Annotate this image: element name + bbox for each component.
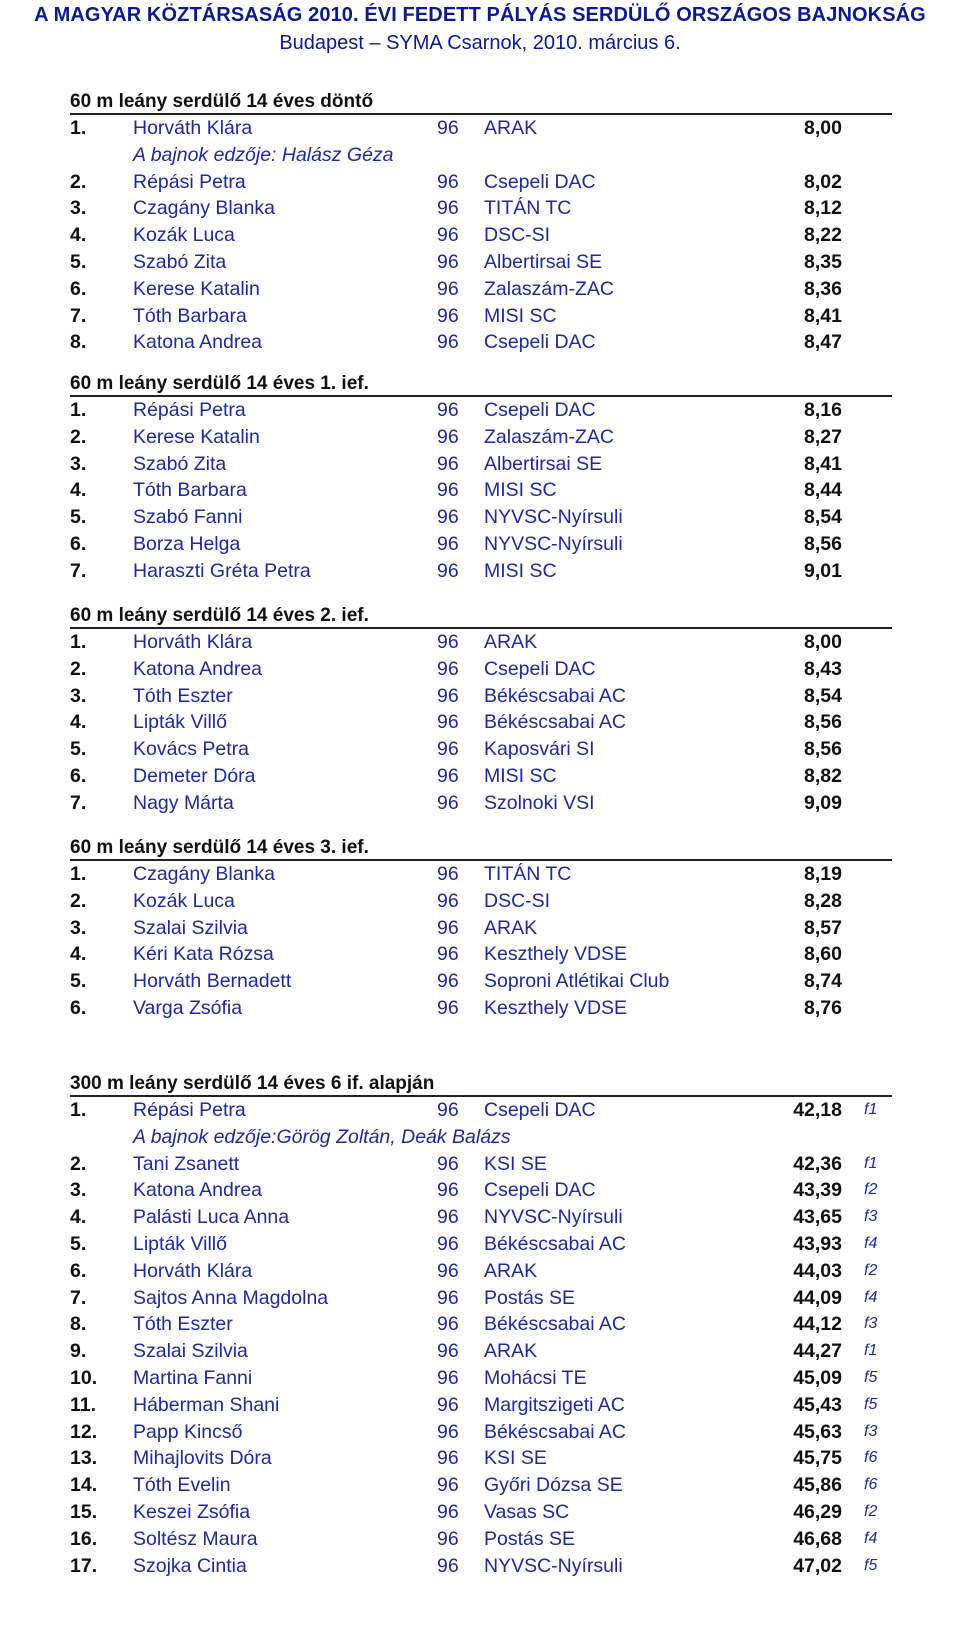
club-name: Csepeli DAC — [484, 170, 596, 193]
club-name: Soproni Atlétikai Club — [484, 970, 670, 993]
athlete-name: Borza Helga — [133, 533, 241, 555]
athlete-name: Demeter Dóra — [133, 765, 256, 787]
birth-year: 96 — [437, 997, 459, 1019]
result-row — [0, 1311, 960, 1338]
rank-cell: 3. — [70, 684, 87, 707]
athlete-name: Szabó Fanni — [133, 506, 243, 529]
result-row — [0, 1258, 960, 1285]
birth-year: 96 — [437, 425, 459, 448]
birth-year: 96 — [437, 970, 459, 993]
section-title: 60 m leány serdülő 14 éves 2. ief. — [70, 603, 892, 629]
result-row — [0, 629, 960, 656]
heat-label: f5 — [864, 1369, 878, 1386]
rank-cell: 5. — [70, 738, 87, 761]
club-name: ARAK — [484, 916, 538, 939]
heat-label: f1 — [864, 1342, 878, 1360]
result-row — [0, 861, 960, 888]
athlete-name: Tóth Eszter — [133, 684, 233, 707]
birth-year: 96 — [437, 1501, 459, 1523]
athlete-name: Tóth Evelin — [133, 1474, 231, 1497]
rank-cell: 10. — [70, 1367, 98, 1389]
club-name: MISI SC — [484, 304, 557, 327]
birth-year: 96 — [437, 631, 459, 653]
club-name: NYVSC-Nyírsuli — [484, 1554, 623, 1577]
birth-year: 96 — [437, 331, 459, 354]
birth-year: 96 — [437, 916, 459, 939]
club-name: TITÁN TC — [484, 863, 572, 885]
athlete-name: Kerese Katalin — [133, 425, 260, 448]
heat-label: f6 — [864, 1476, 878, 1494]
club-name: KSI SE — [484, 1152, 547, 1175]
club-name: MISI SC — [484, 479, 557, 502]
birth-year: 96 — [437, 304, 459, 327]
result-time: 47,02 — [793, 1554, 842, 1577]
birth-year: 96 — [437, 1233, 459, 1255]
result-row — [0, 790, 960, 817]
rank-cell: 2. — [70, 1152, 87, 1175]
club-name: NYVSC-Nyírsuli — [484, 1206, 623, 1229]
club-name: Szolnoki VSI — [484, 791, 595, 814]
birth-year: 96 — [437, 1152, 459, 1175]
result-time: 44,09 — [793, 1286, 842, 1309]
rank-cell: 1. — [70, 863, 87, 885]
heat-label: f1 — [864, 1101, 878, 1118]
result-row — [0, 1285, 960, 1312]
result-time: 8,56 — [804, 738, 842, 761]
result-time: 8,19 — [804, 863, 842, 885]
birth-year: 96 — [437, 1313, 459, 1336]
result-time: 8,43 — [804, 657, 842, 680]
birth-year: 96 — [437, 765, 459, 787]
result-time: 44,12 — [793, 1313, 842, 1336]
result-time: 9,01 — [804, 559, 842, 582]
result-row — [0, 303, 960, 330]
heat-label: f4 — [864, 1529, 878, 1547]
club-name: Keszthely VDSE — [484, 997, 628, 1019]
club-name: Zalaszám-ZAC — [484, 277, 615, 300]
rank-cell: 6. — [70, 533, 87, 555]
result-row — [0, 1365, 960, 1392]
athlete-name: Martina Fanni — [133, 1367, 253, 1389]
club-name: Békéscsabai AC — [484, 1313, 626, 1336]
result-time: 8,60 — [804, 943, 842, 966]
athlete-name: Mihajlovits Dóra — [133, 1447, 272, 1470]
club-name: ARAK — [484, 117, 538, 139]
heat-label: f4 — [864, 1288, 878, 1306]
club-name: Mohácsi TE — [484, 1367, 587, 1389]
athlete-name: Keszei Zsófia — [133, 1501, 251, 1523]
section-title: 60 m leány serdülő 14 éves 3. ief. — [70, 835, 892, 861]
result-row — [0, 1151, 960, 1178]
birth-year: 96 — [437, 684, 459, 707]
club-name: TITÁN TC — [484, 197, 572, 220]
rank-cell: 2. — [70, 425, 87, 448]
club-name: ARAK — [484, 1340, 538, 1363]
athlete-name: Tóth Eszter — [133, 1313, 233, 1336]
club-name: Margitszigeti AC — [484, 1393, 625, 1416]
athlete-name: Katona Andrea — [133, 331, 263, 354]
result-row — [0, 1445, 960, 1472]
result-row — [0, 1204, 960, 1231]
athlete-name: Lipták Villő — [133, 711, 227, 734]
rank-cell: 7. — [70, 559, 87, 582]
result-row — [0, 477, 960, 504]
club-name: Albertirsai SE — [484, 452, 603, 475]
birth-year: 96 — [437, 1259, 459, 1282]
result-row — [0, 531, 960, 558]
result-time: 8,54 — [804, 506, 842, 529]
heat-label: f2 — [864, 1261, 878, 1279]
result-time: 9,09 — [804, 791, 842, 814]
result-row — [0, 1419, 960, 1446]
rank-cell: 5. — [70, 1233, 87, 1255]
section-title: 300 m leány serdülő 14 éves 6 if. alapján — [70, 1071, 892, 1097]
birth-year: 96 — [437, 533, 459, 555]
result-time: 42,36 — [793, 1152, 842, 1175]
result-time: 8,28 — [804, 889, 842, 912]
birth-year: 96 — [437, 1527, 459, 1550]
rank-cell: 1. — [70, 117, 87, 139]
result-row — [0, 504, 960, 531]
club-name: NYVSC-Nyírsuli — [484, 533, 623, 555]
athlete-name: Horváth Klára — [133, 117, 253, 139]
rank-cell: 1. — [70, 399, 87, 421]
result-time: 8,82 — [804, 765, 842, 787]
club-name: Békéscsabai AC — [484, 1233, 626, 1255]
rank-cell: 3. — [70, 1179, 87, 1202]
result-row — [0, 888, 960, 915]
result-time: 45,86 — [793, 1474, 842, 1497]
birth-year: 96 — [437, 1367, 459, 1389]
result-time: 45,43 — [793, 1393, 842, 1416]
birth-year: 96 — [437, 711, 459, 734]
rank-cell: 16. — [70, 1527, 98, 1550]
birth-year: 96 — [437, 506, 459, 529]
result-row — [0, 195, 960, 222]
club-name: Vasas SC — [484, 1501, 570, 1523]
document-subtitle: Budapest – SYMA Csarnok, 2010. március 6. — [279, 32, 681, 54]
athlete-name: Palásti Luca Anna — [133, 1206, 290, 1229]
birth-year: 96 — [437, 224, 459, 247]
rank-cell: 6. — [70, 1259, 87, 1282]
athlete-name: Kovács Petra — [133, 738, 249, 761]
result-row — [0, 1338, 960, 1365]
coach-note: A bajnok edzője:Görög Zoltán, Deák Balázs — [133, 1125, 511, 1148]
club-name: ARAK — [484, 1259, 538, 1282]
birth-year: 96 — [437, 197, 459, 220]
rank-cell: 4. — [70, 224, 87, 247]
result-row — [0, 709, 960, 736]
result-time: 8,00 — [804, 631, 842, 653]
birth-year: 96 — [437, 1447, 459, 1470]
athlete-name: Horváth Bernadett — [133, 970, 292, 993]
rank-cell: 4. — [70, 479, 87, 502]
athlete-name: Háberman Shani — [133, 1393, 280, 1416]
rank-cell: 1. — [70, 1099, 87, 1121]
club-name: Békéscsabai AC — [484, 711, 626, 734]
club-name: KSI SE — [484, 1447, 547, 1470]
heat-label: f2 — [864, 1181, 878, 1199]
athlete-name: Katona Andrea — [133, 657, 263, 680]
rank-cell: 4. — [70, 1206, 87, 1229]
birth-year: 96 — [437, 277, 459, 300]
rank-cell: 7. — [70, 304, 87, 327]
birth-year: 96 — [437, 117, 459, 139]
birth-year: 96 — [437, 1286, 459, 1309]
birth-year: 96 — [437, 738, 459, 761]
result-time: 8,56 — [804, 711, 842, 734]
result-row — [0, 115, 960, 142]
birth-year: 96 — [437, 791, 459, 814]
athlete-name: Horváth Klára — [133, 1259, 253, 1282]
result-row — [0, 169, 960, 196]
rank-cell: 6. — [70, 277, 87, 300]
club-name: Keszthely VDSE — [484, 943, 628, 966]
rank-cell: 1. — [70, 631, 87, 653]
rank-cell: 2. — [70, 657, 87, 680]
rank-cell: 6. — [70, 765, 87, 787]
club-name: Zalaszám-ZAC — [484, 425, 615, 448]
result-time: 45,63 — [793, 1420, 842, 1443]
club-name: Békéscsabai AC — [484, 684, 626, 707]
result-time: 45,75 — [793, 1447, 842, 1470]
result-row — [0, 329, 960, 356]
heat-label: f4 — [864, 1235, 878, 1252]
result-time: 8,41 — [804, 452, 842, 475]
birth-year: 96 — [437, 863, 459, 885]
athlete-name: Sajtos Anna Magdolna — [133, 1286, 329, 1309]
result-time: 42,18 — [793, 1099, 842, 1121]
result-row — [0, 736, 960, 763]
rank-cell: 6. — [70, 997, 87, 1019]
result-row — [0, 683, 960, 710]
result-time: 8,02 — [804, 170, 842, 193]
rank-cell: 3. — [70, 452, 87, 475]
athlete-name: Horváth Klára — [133, 631, 253, 653]
club-name: Csepeli DAC — [484, 1179, 596, 1202]
rank-cell: 5. — [70, 251, 87, 273]
athlete-name: Kozák Luca — [133, 889, 235, 912]
result-time: 46,29 — [793, 1501, 842, 1523]
heat-label: f3 — [864, 1208, 878, 1226]
result-time: 45,09 — [793, 1367, 842, 1389]
athlete-name: Répási Petra — [133, 170, 246, 193]
result-time: 44,27 — [793, 1340, 842, 1363]
athlete-name: Lipták Villő — [133, 1233, 227, 1255]
rank-cell: 4. — [70, 711, 87, 734]
athlete-name: Katona Andrea — [133, 1179, 263, 1202]
club-name: MISI SC — [484, 559, 557, 582]
result-row — [0, 763, 960, 790]
result-time: 8,00 — [804, 117, 842, 139]
athlete-name: Szojka Cintia — [133, 1554, 247, 1577]
club-name: DSC-SI — [484, 889, 551, 912]
coach-note: A bajnok edzője: Halász Géza — [133, 143, 394, 166]
result-row — [0, 968, 960, 995]
club-name: Csepeli DAC — [484, 657, 596, 680]
birth-year: 96 — [437, 170, 459, 193]
club-name: Csepeli DAC — [484, 399, 596, 421]
birth-year: 96 — [437, 1554, 459, 1577]
result-row — [0, 1499, 960, 1526]
result-row — [0, 1231, 960, 1258]
athlete-name: Kozák Luca — [133, 224, 235, 247]
result-time: 8,27 — [804, 425, 842, 448]
rank-cell: 8. — [70, 331, 87, 354]
athlete-name: Kéri Kata Rózsa — [133, 943, 274, 966]
result-time: 8,22 — [804, 224, 842, 247]
athlete-name: Répási Petra — [133, 399, 246, 421]
result-time: 8,57 — [804, 916, 842, 939]
heat-label: f6 — [864, 1449, 878, 1467]
result-row — [0, 1472, 960, 1499]
heat-label: f1 — [864, 1154, 878, 1172]
birth-year: 96 — [437, 559, 459, 582]
result-row — [0, 1097, 960, 1124]
result-time: 8,54 — [804, 684, 842, 707]
result-row — [0, 1392, 960, 1419]
result-time: 44,03 — [793, 1259, 842, 1282]
athlete-name: Tóth Barbara — [133, 304, 247, 327]
rank-cell: 2. — [70, 889, 87, 912]
result-time: 43,39 — [793, 1179, 842, 1202]
result-time: 46,68 — [793, 1527, 842, 1550]
result-time: 8,41 — [804, 304, 842, 327]
athlete-name: Czagány Blanka — [133, 863, 276, 885]
result-row — [0, 222, 960, 249]
rank-cell: 2. — [70, 170, 87, 193]
athlete-name: Szabó Zita — [133, 452, 227, 475]
rank-cell: 8. — [70, 1313, 87, 1336]
rank-cell: 7. — [70, 1286, 87, 1309]
athlete-name: Tóth Barbara — [133, 479, 247, 502]
rank-cell: 12. — [70, 1420, 98, 1443]
birth-year: 96 — [437, 657, 459, 680]
club-name: Albertirsai SE — [484, 251, 603, 273]
athlete-name: Nagy Márta — [133, 791, 234, 814]
birth-year: 96 — [437, 251, 459, 273]
heat-label: f5 — [864, 1395, 878, 1413]
heat-label: f3 — [864, 1422, 878, 1440]
club-name: Békéscsabai AC — [484, 1420, 626, 1443]
rank-cell: 13. — [70, 1447, 98, 1470]
result-row — [0, 941, 960, 968]
rank-cell: 9. — [70, 1340, 87, 1363]
club-name: ARAK — [484, 631, 538, 653]
section-title: 60 m leány serdülő 14 éves 1. ief. — [70, 371, 892, 397]
club-name: Kaposvári SI — [484, 738, 595, 761]
birth-year: 96 — [437, 479, 459, 502]
result-time: 43,65 — [793, 1206, 842, 1229]
athlete-name: Répási Petra — [133, 1099, 246, 1121]
athlete-name: Szalai Szilvia — [133, 916, 248, 939]
rank-cell: 5. — [70, 970, 87, 993]
rank-cell: 3. — [70, 197, 87, 220]
result-row — [0, 558, 960, 585]
club-name: MISI SC — [484, 765, 557, 787]
result-row — [0, 995, 960, 1022]
result-row — [0, 915, 960, 942]
athlete-name: Papp Kincső — [133, 1420, 243, 1443]
athlete-name: Haraszti Gréta Petra — [133, 559, 311, 582]
rank-cell: 7. — [70, 791, 87, 814]
birth-year: 96 — [437, 399, 459, 421]
club-name: Postás SE — [484, 1286, 576, 1309]
result-row — [0, 276, 960, 303]
rank-cell: 5. — [70, 506, 87, 529]
athlete-name: Kerese Katalin — [133, 277, 260, 300]
rank-cell: 14. — [70, 1474, 98, 1497]
result-time: 8,12 — [804, 197, 842, 220]
document-title: A MAGYAR KÖZTÁRSASÁG 2010. ÉVI FEDETT PÁLYÁS SERDÜLŐ ORSZÁGOS BAJNOKSÁG — [34, 4, 926, 26]
result-row — [0, 1177, 960, 1204]
rank-cell: 17. — [70, 1554, 98, 1577]
result-row — [0, 424, 960, 451]
result-row — [0, 249, 960, 276]
result-time: 8,74 — [804, 970, 842, 993]
result-time: 8,44 — [804, 479, 842, 502]
rank-cell: 4. — [70, 943, 87, 966]
result-time: 43,93 — [793, 1233, 842, 1255]
result-time: 8,56 — [804, 533, 842, 555]
club-name: Postás SE — [484, 1527, 576, 1550]
birth-year: 96 — [437, 943, 459, 966]
rank-cell: 11. — [70, 1393, 97, 1416]
athlete-name: Tani Zsanett — [133, 1152, 240, 1175]
athlete-name: Soltész Maura — [133, 1527, 258, 1550]
birth-year: 96 — [437, 1340, 459, 1363]
result-time: 8,16 — [804, 399, 842, 421]
athlete-name: Varga Zsófia — [133, 997, 243, 1019]
birth-year: 96 — [437, 1474, 459, 1497]
birth-year: 96 — [437, 889, 459, 912]
birth-year: 96 — [437, 1420, 459, 1443]
birth-year: 96 — [437, 1393, 459, 1416]
result-row — [0, 397, 960, 424]
result-row — [0, 451, 960, 478]
result-row — [0, 1553, 960, 1580]
club-name: Győri Dózsa SE — [484, 1474, 623, 1497]
athlete-name: Szabó Zita — [133, 251, 227, 273]
result-row — [0, 656, 960, 683]
rank-cell: 3. — [70, 916, 87, 939]
heat-label: f3 — [864, 1315, 878, 1333]
section-title: 60 m leány serdülő 14 éves döntő — [70, 89, 892, 115]
club-name: NYVSC-Nyírsuli — [484, 506, 623, 529]
athlete-name: Szalai Szilvia — [133, 1340, 248, 1363]
result-time: 8,35 — [804, 251, 842, 273]
athlete-name: Czagány Blanka — [133, 197, 276, 220]
birth-year: 96 — [437, 1206, 459, 1229]
result-time: 8,47 — [804, 331, 842, 354]
result-time: 8,76 — [804, 997, 842, 1019]
club-name: Csepeli DAC — [484, 331, 596, 354]
birth-year: 96 — [437, 1179, 459, 1202]
heat-label: f5 — [864, 1556, 878, 1574]
heat-label: f2 — [864, 1503, 878, 1520]
club-name: Csepeli DAC — [484, 1099, 596, 1121]
result-time: 8,36 — [804, 277, 842, 300]
rank-cell: 15. — [70, 1501, 98, 1523]
club-name: DSC-SI — [484, 224, 551, 247]
birth-year: 96 — [437, 452, 459, 475]
result-row — [0, 1526, 960, 1553]
birth-year: 96 — [437, 1099, 459, 1121]
